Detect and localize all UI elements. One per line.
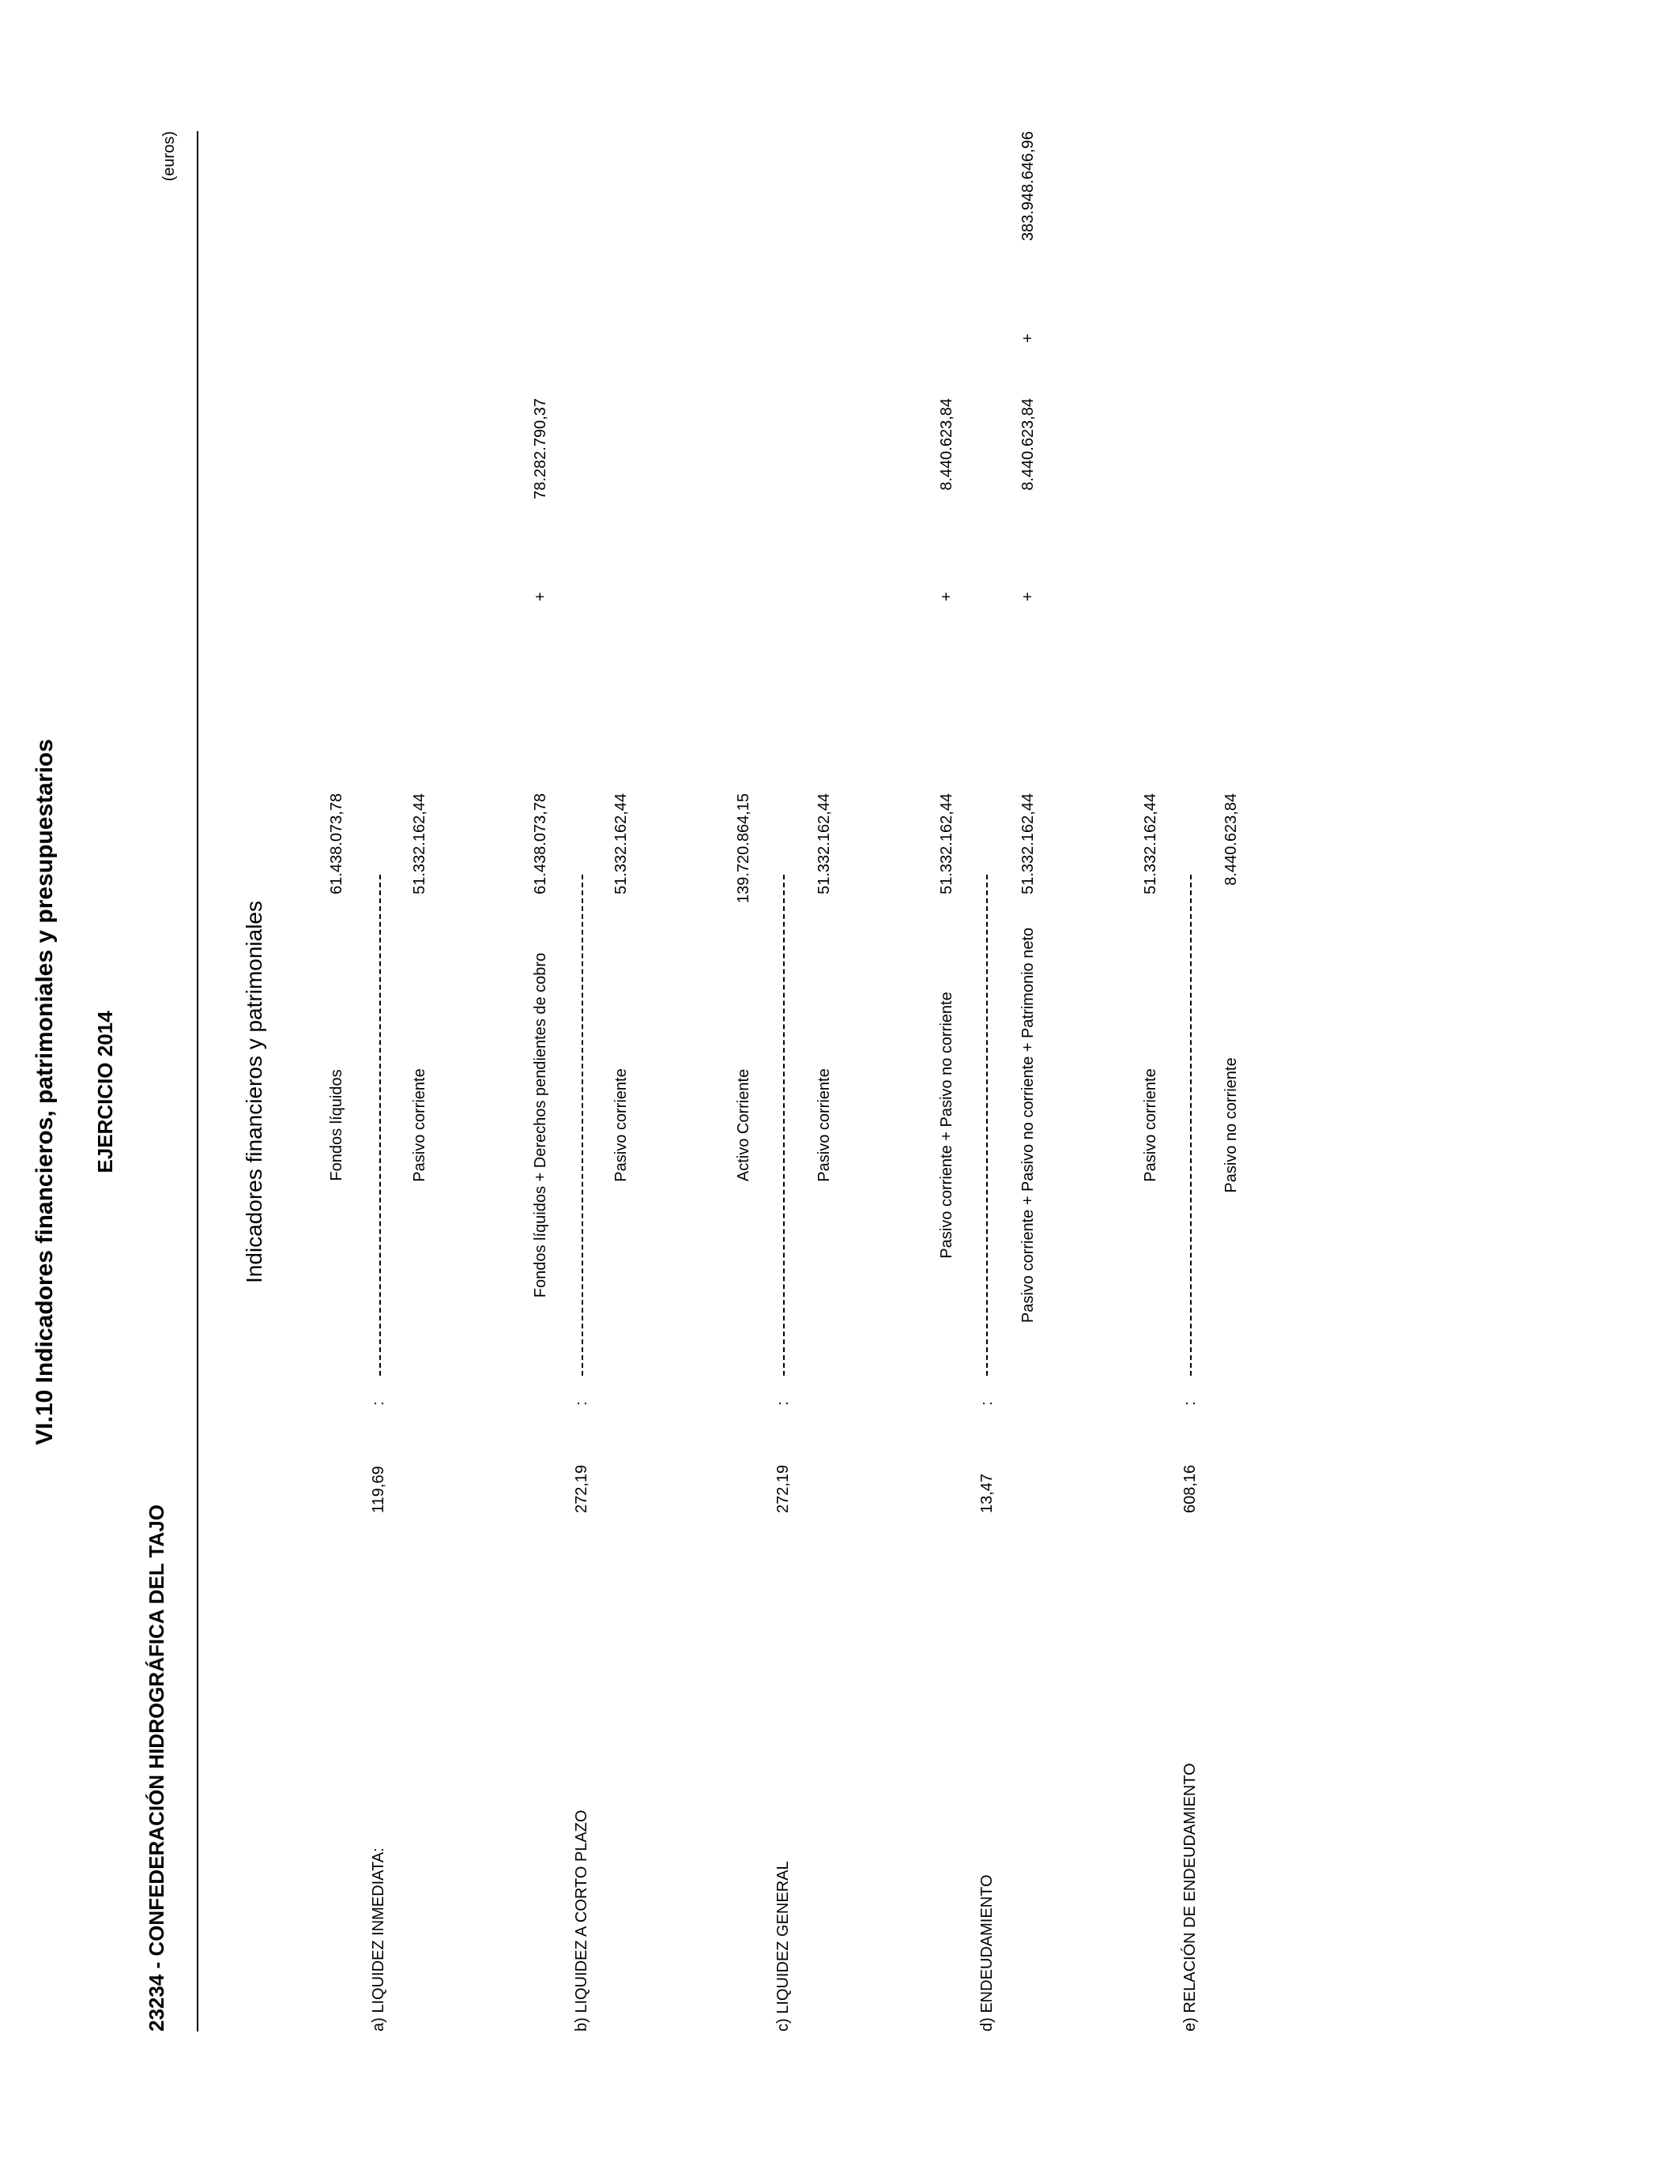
denominator-value-2: 8.440.623,84 [1019,398,1037,491]
fraction-line [379,875,381,1376]
indicator-result: 13,47 [978,1473,996,1513]
numerator-label: Pasivo corriente + Pasivo no corriente [938,992,955,1259]
numerator-value: 51.332.162,44 [1142,793,1159,894]
denominator-label: Pasivo corriente [816,1068,833,1182]
indicator-colon: : [774,1401,792,1406]
fraction-line [783,875,785,1376]
fraction-line [582,875,583,1376]
denominator-value: 51.332.162,44 [411,793,428,894]
fiscal-year: EJERCICIO 2014 [93,1011,117,1173]
denominator-value: 8.440.623,84 [1222,793,1240,886]
fraction-line [1190,875,1192,1376]
numerator-value: 139.720.864,15 [735,793,752,904]
fraction-line [986,875,988,1376]
denominator-operator-2: + [1019,333,1037,343]
numerator-label: Activo Corriente [735,1068,752,1182]
indicator-colon: : [978,1401,996,1406]
indicator-result: 272,19 [774,1464,792,1513]
header-rule [197,131,198,2031]
page-title: VI.10 Indicadores financieros, patrimoniales y presupuestarios [32,739,58,1445]
denominator-operator-1: + [1019,592,1037,601]
indicator-colon: : [1181,1401,1199,1406]
numerator-label: Fondos líquidos + Derechos pendientes de cobro [532,952,549,1298]
denominator-label: Pasivo no corriente [1222,1057,1240,1193]
denominator-label: Pasivo corriente [612,1068,630,1182]
numerator-value: 61.438.073,78 [328,793,345,894]
numerator-operator: + [532,592,549,601]
numerator-label: Fondos líquidos [328,1069,345,1181]
indicator-name: c) LIQUIDEZ GENERAL [774,1861,792,2031]
indicator-result: 608,16 [1181,1464,1199,1513]
indicator-result: 272,19 [573,1464,590,1513]
numerator-value-2: 8.440.623,84 [938,398,955,491]
denominator-value-1: 51.332.162,44 [1019,793,1037,894]
denominator-label: Pasivo corriente + Pasivo no corriente + Patrimonio neto [1019,927,1037,1324]
numerator-label: Pasivo corriente [1142,1068,1159,1182]
currency-unit: (euros) [160,131,178,182]
entity-name: 23234 - CONFEDERACIÓN HIDROGRÁFICA DEL TAJO [145,1504,168,2031]
indicator-colon: : [573,1401,590,1406]
indicator-name: e) RELACIÓN DE ENDEUDAMIENTO [1181,1763,1199,2031]
section-title: Indicadores financieros y patrimoniales [242,900,266,1284]
denominator-label: Pasivo corriente [411,1068,428,1182]
numerator-value-1: 61.438.073,78 [532,793,549,894]
denominator-value: 51.332.162,44 [612,793,630,894]
indicator-name: b) LIQUIDEZ A CORTO PLAZO [573,1809,590,2031]
indicator-name: d) ENDEUDAMIENTO [978,1874,996,2031]
denominator-value: 51.332.162,44 [816,793,833,894]
indicator-result: 119,69 [370,1466,387,1513]
indicator-name: a) LIQUIDEZ INMEDIATA: [370,1847,387,2031]
indicator-colon: : [370,1401,387,1406]
denominator-value-3: 383.948.646,96 [1019,131,1037,242]
numerator-value-1: 51.332.162,44 [938,793,955,894]
numerator-operator: + [938,592,955,601]
numerator-value-2: 78.282.790,37 [532,398,549,499]
